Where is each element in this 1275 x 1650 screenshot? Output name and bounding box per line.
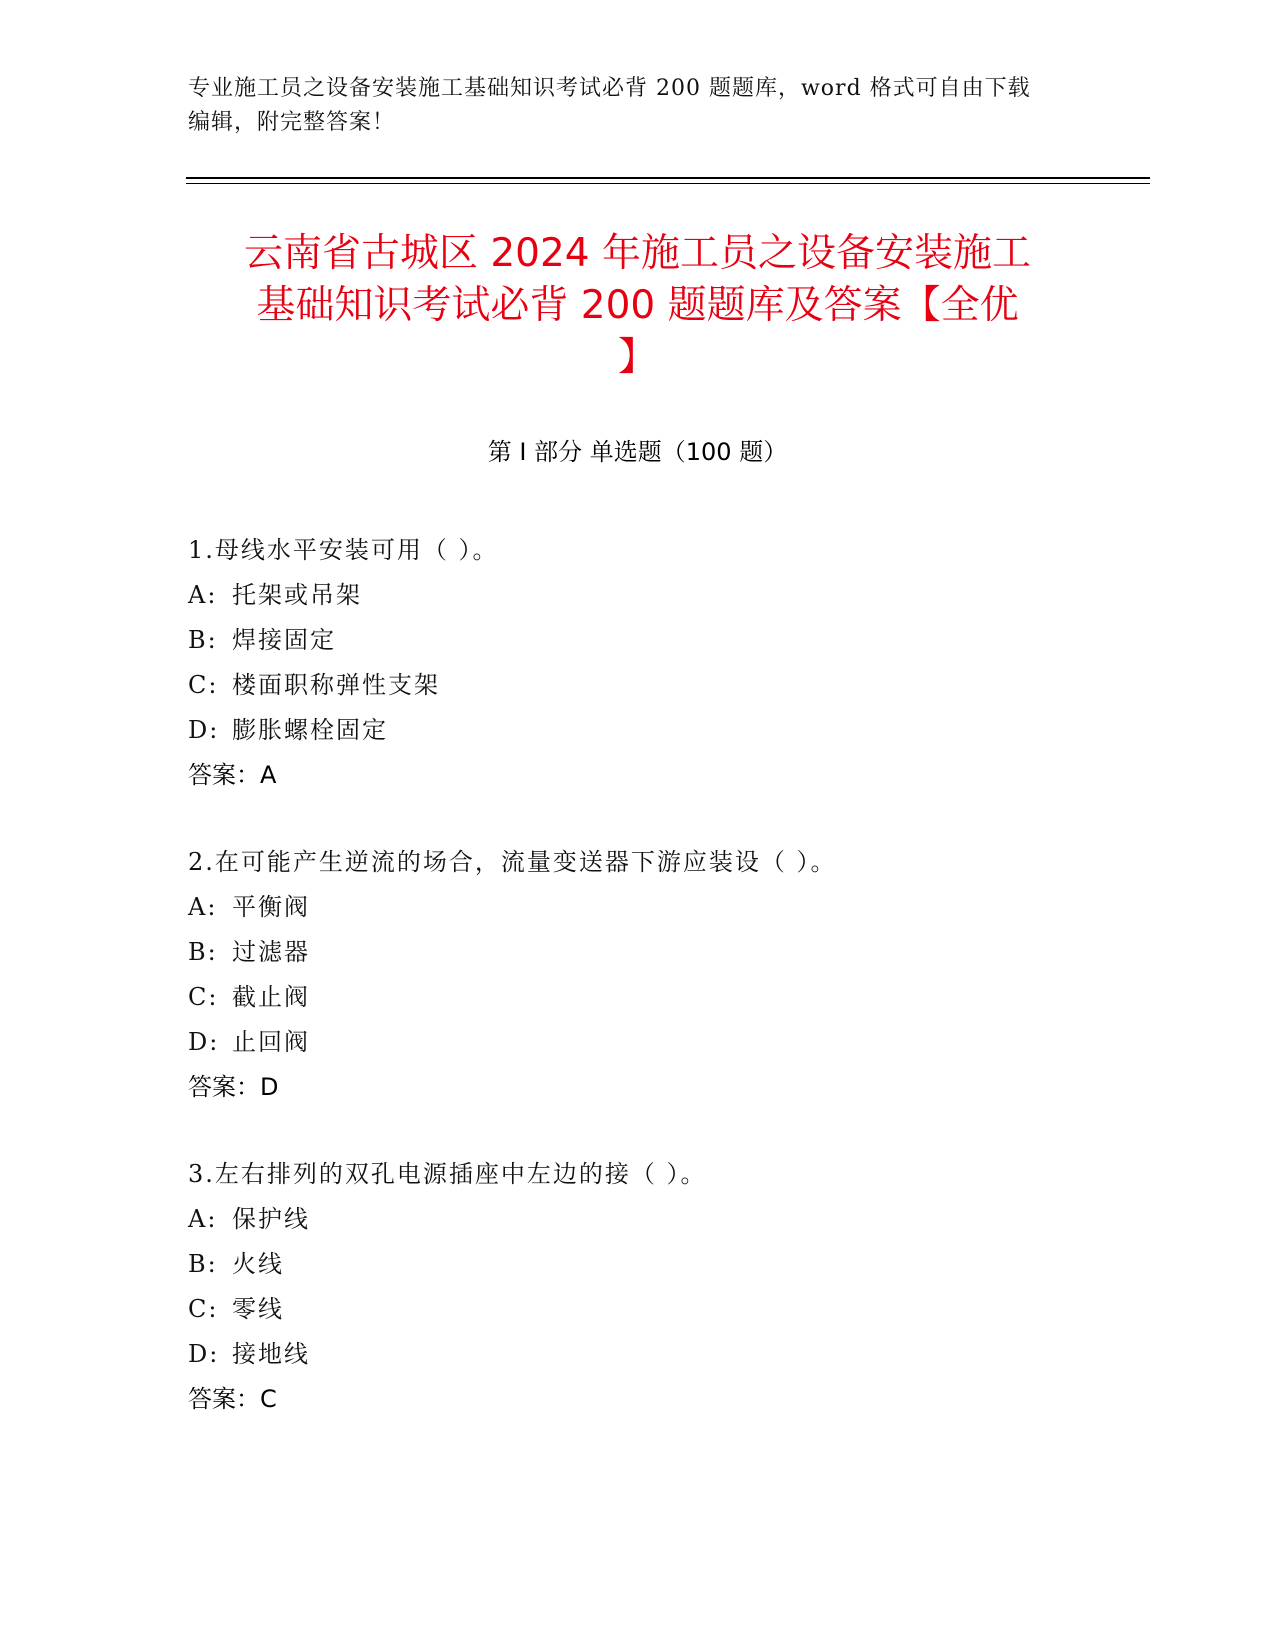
option-key: B: xyxy=(188,938,218,966)
option-b xyxy=(188,930,1148,975)
option-key: B: xyxy=(188,626,218,654)
option-d xyxy=(188,708,1148,753)
option-d xyxy=(188,1020,1148,1065)
option-text: 托架或吊架 xyxy=(232,581,362,609)
option-key: D: xyxy=(188,716,220,744)
option-text: 截止阀 xyxy=(232,983,310,1011)
option-text: 火线 xyxy=(232,1250,284,1278)
option-text: 平衡阀 xyxy=(232,893,310,921)
option-a xyxy=(188,885,1148,930)
option-key: D: xyxy=(188,1340,220,1368)
answer-line: 答案：A xyxy=(188,761,277,789)
header-divider-thin xyxy=(186,183,1150,184)
option-key: D: xyxy=(188,1028,220,1056)
option-text: 过滤器 xyxy=(232,938,310,966)
title-line-2: 基础知识考试必背 200 题题库及答案【全优 xyxy=(256,283,1019,328)
option-a xyxy=(188,573,1148,618)
answer-line: 答案：D xyxy=(188,1073,279,1101)
option-c xyxy=(188,663,1148,708)
option-d xyxy=(188,1332,1148,1377)
option-key: A: xyxy=(188,581,218,609)
section-heading: 第 I 部分 单选题（100 题） xyxy=(487,438,788,466)
option-key: C: xyxy=(188,671,219,699)
document-title xyxy=(150,228,1125,384)
question-item xyxy=(188,1152,1148,1422)
option-key: A: xyxy=(188,893,218,921)
option-text: 零线 xyxy=(232,1295,284,1323)
option-text: 保护线 xyxy=(232,1205,310,1233)
option-text: 膨胀螺栓固定 xyxy=(232,716,388,744)
option-text: 焊接固定 xyxy=(232,626,336,654)
option-text: 止回阀 xyxy=(232,1028,310,1056)
answer-line: 答案：C xyxy=(188,1385,277,1413)
option-c xyxy=(188,975,1148,1020)
header-divider-thick xyxy=(186,177,1150,179)
option-key: B: xyxy=(188,1250,218,1278)
option-key: A: xyxy=(188,1205,218,1233)
question-stem: 2.在可能产生逆流的场合，流量变送器下游应装设（ ）。 xyxy=(188,848,837,876)
option-text: 接地线 xyxy=(232,1340,310,1368)
header-note-line-1: 专业施工员之设备安装施工基础知识考试必背 200 题题库，word 格式可自由下载 xyxy=(188,76,1031,101)
option-text: 楼面职称弹性支架 xyxy=(232,671,440,699)
option-c xyxy=(188,1287,1148,1332)
header-note xyxy=(188,72,1088,140)
option-b xyxy=(188,618,1148,663)
question-item xyxy=(188,528,1148,798)
option-a xyxy=(188,1197,1148,1242)
option-b xyxy=(188,1242,1148,1287)
question-item xyxy=(188,840,1148,1110)
title-line-1: 云南省古城区 2024 年施工员之设备安装施工 xyxy=(243,231,1032,276)
option-key: C: xyxy=(188,1295,219,1323)
title-line-3: 】 xyxy=(617,335,657,380)
question-stem: 3.左右排列的双孔电源插座中左边的接（ ）。 xyxy=(188,1160,707,1188)
question-stem: 1.母线水平安装可用（ ）。 xyxy=(188,536,499,564)
option-key: C: xyxy=(188,983,219,1011)
question-list xyxy=(188,528,1148,1464)
header-note-line-2: 编辑，附完整答案！ xyxy=(188,110,396,135)
